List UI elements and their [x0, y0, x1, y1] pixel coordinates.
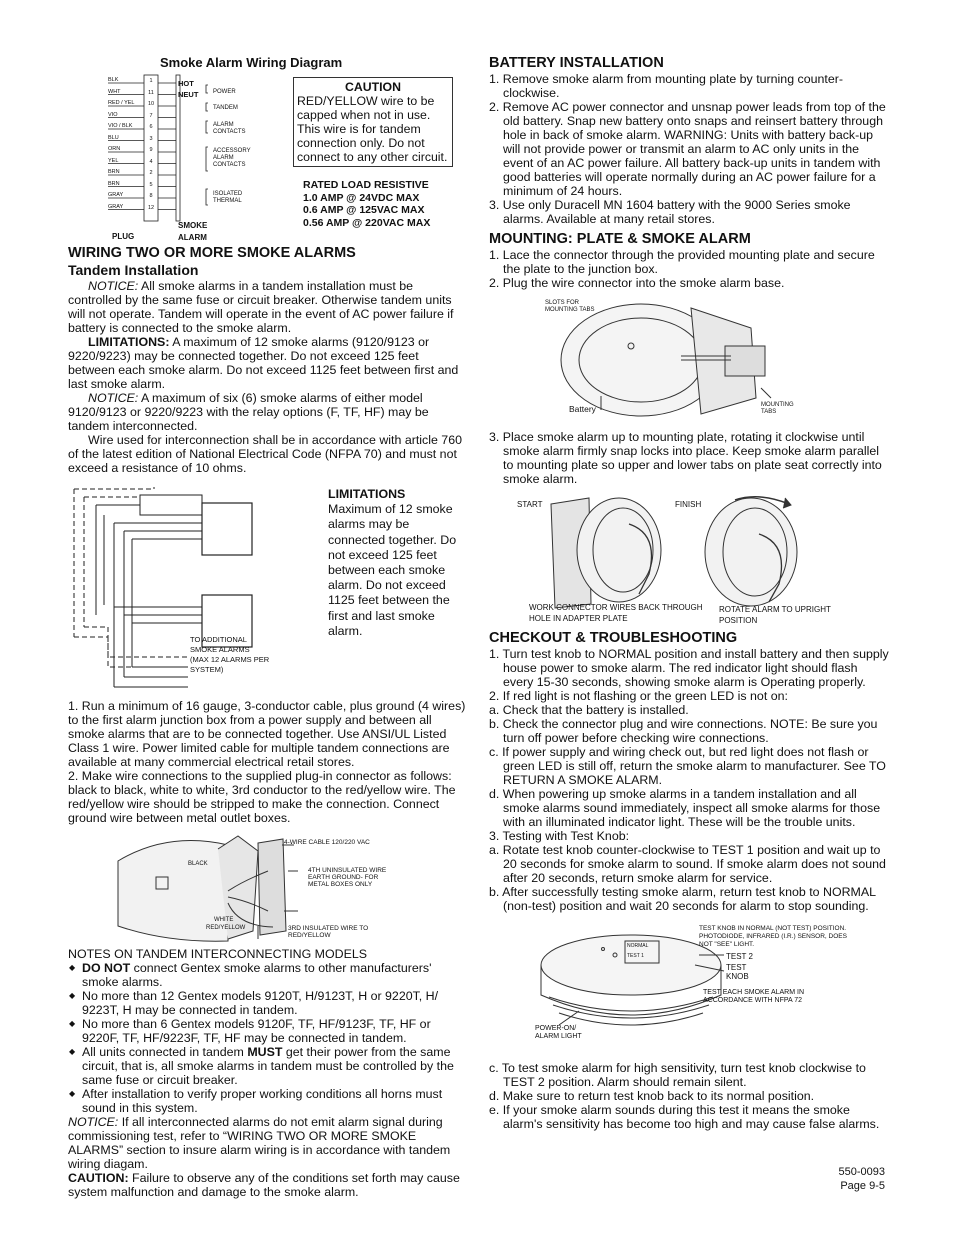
limitations-body: Maximum of 12 smoke alarms may be connected together. Do not exceed 125 feet between each smoke alarm. Do not exceed 1125 feet between the first and last smoke alarm.: [328, 502, 457, 638]
fig-label-test1: TEST 1: [627, 953, 644, 959]
group-alarm-contacts: ALARM CONTACTS: [213, 122, 246, 135]
fig-label-power-on: POWER-ON/ ALARM LIGHT: [535, 1025, 582, 1040]
group-bracket: [206, 85, 208, 93]
mounting-item: 3. Place smoke alarm up to mounting plate, rotating it clockwise until smoke alarm firmly snap locks into place. Keep smoke alarm parallel to mounting plate so upper and lower tabs on plate seat correctly into smoke alarm.: [489, 430, 882, 486]
group-isolated-thermal: ISOLATED THERMAL: [213, 191, 243, 204]
wire-color-label: BRN: [108, 180, 120, 187]
battery-item: 1. Remove smoke alarm from mounting plate by turning counter-clockwise.: [489, 72, 843, 100]
checkout-list-b: [489, 1061, 889, 1131]
left-column: [68, 55, 468, 1199]
caution-label: CAUTION:: [68, 1171, 129, 1185]
limitations-box: [328, 487, 458, 639]
checkout-item: d. Make sure to return test knob back to its normal position.: [489, 1089, 815, 1103]
fig-label-knob-normal: TEST KNOB IN NORMAL (NOT TEST) POSITION. PHOTODIODE, INFRARED (I.R.) SENSOR, DOES NOT "SEE" LIGHT.: [699, 925, 847, 948]
plug-label: PLUG: [112, 232, 135, 241]
note-text: All units connected in tandem: [82, 1045, 248, 1059]
note-item: [68, 1045, 468, 1087]
battery-item: 2. Remove AC power connector and unsnap power leads from top of the old battery. Snap new battery onto snaps and reinsert battery through hole in back of smoke alarm. WARNING: Units with battery back-up will not provide power or transmit an alarm to AC only units in the event of an AC power failure. All battery back-up units in tandem with good batteries will operate normally during an AC power failure for a minimum of 24 hours.: [489, 100, 886, 198]
note-item: [68, 961, 468, 989]
note-text: get their power from the same circuit, that is, all smoke alarms in tandem must be controlled by the same fuse or circuit breaker.: [82, 1045, 454, 1087]
mounting-item: 1. Lace the connector through the provided mounting plate and secure the plate to the junction box.: [489, 248, 875, 276]
tandem-step-1: 1. Run a minimum of 16 gauge, 3-conductor cable, plus ground (4 wires) to the first alarm junction box from a power supply and between all smoke alarms that are to be connected together. Use ANSI/UL Listed Class 1 wire. Power limited cable for multiple tandem connections are available at many commercial electrical retail stores.: [68, 699, 466, 769]
pin-number: 2: [149, 170, 153, 176]
wire-color-label: YEL: [108, 157, 119, 164]
note-text: After installation to verify proper working conditions all horns must sound in this system.: [82, 1087, 443, 1115]
checkout-list-a: [489, 647, 889, 913]
battery-item: 3. Use only Duracell MN 1604 battery with the 9000 Series smoke alarms. Available at many retail stores.: [489, 198, 851, 226]
checkout-item: a. Rotate test knob counter-clockwise to TEST 1 position and wait up to 20 seconds for smoke alarm to sound. If smoke alarm does not sound after 20 seconds, return smoke alarm for service.: [489, 843, 886, 885]
terminal-neut: NEUT: [178, 90, 199, 99]
pin-number: 7: [149, 112, 153, 119]
group-bracket: [206, 121, 208, 133]
note-item: [68, 989, 468, 1017]
pin-number: 5: [149, 181, 153, 188]
checkout-item: a. Check that the battery is installed.: [489, 703, 689, 717]
note-item: [68, 1017, 468, 1045]
caution-text: RED/YELLOW wire to be capped when not in use. This wire is for tandem connection only. Do not connect to any other circuit.: [297, 94, 448, 164]
test-knob-figure: [519, 925, 859, 1051]
fig-label-normal: NORMAL: [627, 943, 649, 949]
pin-number: 4: [149, 158, 153, 165]
caption-left: WORK CONNECTOR WIRES BACK THROUGH HOLE IN ADAPTER PLATE: [529, 603, 703, 623]
checkout-item: c. If power supply and wiring check out, but red light does not flash or green LED is still off, return the smoke alarm to manufacturer. See TO RETURN A SMOKE ALARM.: [489, 745, 886, 787]
page-number: Page 9-5: [840, 1180, 885, 1192]
checkout-item: 2. If red light is not flashing or the green LED is not on:: [489, 689, 788, 703]
terminal-hot: HOT: [178, 79, 194, 88]
checkout-heading: CHECKOUT & TROUBLESHOOTING: [489, 630, 738, 646]
note-item: [68, 1087, 468, 1115]
additional-alarms-label: TO ADDITIONAL SMOKE ALARMS (MAX 12 ALARMS PER SYSTEM): [190, 635, 270, 674]
note-text: No more than 12 Gentex models 9120T, H/9123T, H or 9220T, H/ 9223T, H may be connected in tandem.: [82, 989, 439, 1017]
fig-label-test2: TEST 2: [726, 952, 753, 961]
tandem-step-2: 2. Make wire connections to the supplied plug-in connector as follows: black to black, white to white, 3rd conductor to the red/yellow wire. The red/yellow wire should be stripped to make the connection. Connect ground wire between metal outlet boxes.: [68, 769, 456, 825]
notice-text: All smoke alarms in a tandem installation must be controlled by the same fuse or circuit breaker. Otherwise tandem units will not operate. Tandem will operate in the event of AC power failure if battery is connected to the smoke alarm.: [68, 279, 454, 335]
checkout-item: b. After successfully testing smoke alarm, return test knob to NORMAL (non-test) position and wait 20 seconds for alarm to stop sounding.: [489, 885, 876, 913]
wire-color-label: VIO: [108, 111, 118, 118]
group-accessory-alarm-contacts: ACCESSORY ALARM CONTACTS: [213, 148, 251, 168]
right-column: [489, 55, 889, 1192]
fig-label-redyellow: RED/YELLOW: [206, 925, 246, 931]
wire-color-label: BLU: [108, 134, 119, 141]
checkout-item: c. To test smoke alarm for high sensitivity, turn test knob clockwise to TEST 2 position. Alarm should remain silent.: [489, 1061, 866, 1089]
smoke-alarm-label: SMOKE ALARM: [178, 221, 208, 242]
notice-label: NOTICE:: [88, 279, 139, 293]
pin-number: 3: [149, 135, 153, 142]
checkout-item: 3. Testing with Test Knob:: [489, 829, 630, 843]
tandem-limitations: [68, 335, 468, 391]
group-power: POWER: [213, 89, 236, 95]
rated-line: 0.56 AMP @ 220VAC MAX: [303, 216, 431, 229]
tandem-heading: WIRING TWO OR MORE SMOKE ALARMS: [68, 245, 356, 261]
group-tandem: TANDEM: [213, 105, 238, 111]
fig-label-test-knob: TEST KNOB: [726, 963, 749, 981]
fig-label-white: WHITE: [214, 917, 234, 923]
wire-color-label: GRAY: [108, 192, 124, 198]
wire-color-label: GRAY: [108, 203, 124, 210]
rated-load-title: RATED LOAD RESISTIVE: [303, 179, 429, 191]
pin-number: 12: [147, 204, 155, 211]
tandem-notice-1: [68, 279, 468, 335]
doc-number: 550-0093: [838, 1166, 885, 1178]
fig-label-slots: SLOTS FOR MOUNTING TABS: [545, 300, 595, 313]
limitations-text: A maximum of 12 smoke alarms (9120/9123 or 9220/9223) may be connected together. Do not exceed 125 feet between each smoke alarm. Do not exceed 1125 feet between first and last smoke alarm.: [68, 335, 459, 391]
checkout-item: d. When powering up smoke alarms in a tandem installation and all smoke alarms sound immediately, inspect all smoke alarms for those with an illuminated indicator light. These will be the trouble units.: [489, 787, 881, 829]
mounting-item: 2. Plug the wire connector into the smoke alarm base.: [489, 276, 785, 290]
pin-number: 6: [149, 124, 153, 130]
tandem-subheading: Tandem Installation: [68, 262, 199, 278]
pin-number: 11: [148, 89, 154, 96]
caution-text: Failure to observe any of the conditions set forth may cause system malfunction and damage to the smoke alarm.: [68, 1171, 460, 1199]
checkout-item: b. Check the connector plug and wire connections. NOTE: Be sure you turn off power before checking wire connections.: [489, 717, 878, 745]
wire-color-label: ORN: [108, 146, 121, 152]
wire-color-label: WHT: [108, 88, 121, 95]
caption-right: ROTATE ALARM TO UPRIGHT POSITION: [719, 605, 831, 625]
limitations-label: LIMITATIONS:: [88, 335, 170, 349]
caution-box: [293, 77, 453, 167]
wire-color-label: RED / YEL: [108, 100, 135, 106]
mounting-heading: MOUNTING: PLATE & SMOKE ALARM: [489, 231, 751, 247]
notice-text: A maximum of six (6) smoke alarms of either model 9120/9123 or 9220/9223 with the relay options (F, TF, HF) may be tandem interconnected.: [68, 391, 429, 433]
fig-label-mounting-tabs: MOUNTING TABS: [761, 402, 794, 415]
tandem-wiring-figure: [68, 487, 468, 693]
group-bracket: [206, 147, 208, 171]
wiring-diagram-title: Smoke Alarm Wiring Diagram: [160, 55, 343, 70]
rated-line: 0.6 AMP @ 125VAC MAX: [303, 204, 425, 216]
note-bold: DO NOT: [82, 961, 131, 975]
finish-label: FINISH: [675, 500, 702, 509]
notice-label: NOTICE:: [88, 391, 139, 405]
pin-number: 8: [149, 193, 153, 199]
pin-number: 9: [149, 147, 153, 153]
wire-color-label: BRN: [108, 169, 120, 175]
tandem-notice-2: [68, 391, 468, 433]
start-label: START: [517, 500, 543, 509]
checkout-item: e. If your smoke alarm sounds during this test it means the smoke alarm's sensitivity has become too high and may cause false alarms.: [489, 1103, 880, 1131]
rotate-figure: [489, 494, 889, 624]
notes-list: [68, 961, 468, 1115]
note-text: connect Gentex smoke alarms to other manufacturers' smoke alarms.: [82, 961, 432, 989]
notes-heading: NOTES ON TANDEM INTERCONNECTING MODELS: [68, 947, 368, 961]
tandem-wire-spec: Wire used for interconnection shall be in accordance with article 760 of the latest edition of National Electrical Code (NFPA 70) and must not exceed a resistance of 10 ohms.: [68, 433, 462, 475]
fig-label-third-wire: 3RD INSULATED WIRE TO RED/YELLOW: [288, 925, 369, 939]
fig-label-battery: Battery: [569, 404, 596, 414]
smoke-alarm-wiring-diagram: [68, 55, 468, 245]
fig-label-fourth-wire: 4TH UNINSULATED WIRE EARTH GROUND- FOR METAL BOXES ONLY: [308, 867, 387, 888]
pin-number: 10: [147, 101, 155, 107]
fig-label-cable: 4-WIRE CABLE 120/220 VAC: [284, 839, 370, 846]
battery-heading: BATTERY INSTALLATION: [489, 55, 664, 71]
connection-figure: [108, 831, 408, 943]
footer: [829, 1165, 885, 1193]
checkout-item: 1. Turn test knob to NORMAL position and install battery and then supply house power to smoke alarm. The red indicator light should flash every 15-30 seconds, showing smoke alarm is Operating properly.: [489, 647, 889, 689]
wire-color-label: VIO / BLK: [108, 123, 133, 129]
pin-number: 1: [149, 78, 153, 84]
final-notice: [68, 1115, 468, 1171]
rated-line: 1.0 AMP @ 24VDC MAX: [303, 191, 420, 204]
notice-text: If all interconnected alarms do not emit alarm signal during commissioning test, refer to “WIRING TWO OR MORE SMOKE ALARMS” section to insure alarm wiring is in accordance with tandem wiring diagam.: [68, 1115, 451, 1171]
rated-load: [303, 179, 430, 229]
mounting-plate-figure: [541, 298, 801, 422]
notice-label: NOTICE:: [68, 1115, 119, 1129]
limitations-title: LIMITATIONS: [328, 487, 406, 501]
fig-label-nfpa: TEST EACH SMOKE ALARM IN ACCORDANCE WITH NFPA 72: [703, 989, 805, 1004]
caution-title: CAUTION: [344, 80, 401, 94]
fig-label-black: BLACK: [188, 861, 208, 867]
group-bracket: [206, 189, 208, 205]
final-caution: [68, 1171, 468, 1199]
note-bold: MUST: [247, 1045, 283, 1059]
note-text: No more than 6 Gentex models 9120F, TF, HF/9123F, TF, HF or 9220F, TF, HF/9223F, TF, HF may be connected in tandem.: [82, 1017, 431, 1045]
group-bracket: [206, 103, 208, 111]
wire-color-label: BLK: [108, 77, 119, 83]
